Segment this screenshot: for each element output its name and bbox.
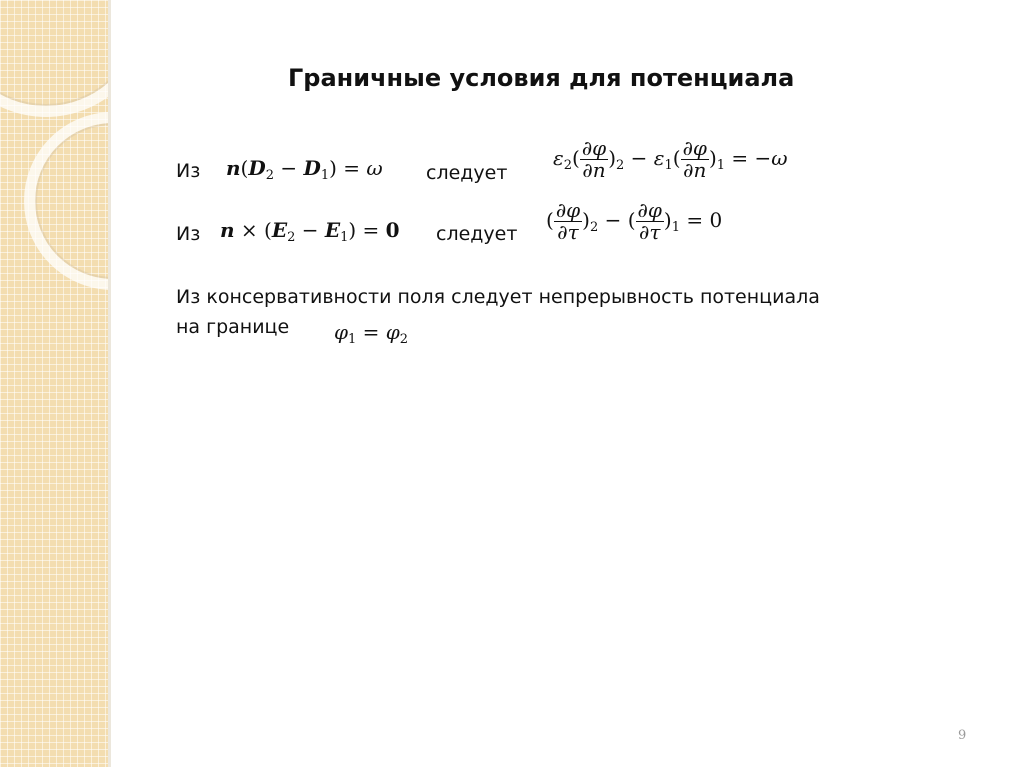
- page-number: 9: [958, 728, 967, 743]
- decorative-ring: [24, 112, 108, 290]
- formula-potential-derivative-jump: $\varepsilon_2$( $\frac{\partial\varphi}{\partial n}$ )$_2 - \varepsilon_1$( $\frac{\partial\varphi}{\partial n}$ )$_1 = -\omega$: [553, 136, 788, 182]
- row1-then-label: следует: [426, 162, 508, 184]
- decorative-ring: [0, 0, 108, 117]
- decorative-side-strip: [0, 0, 108, 767]
- conservativity-statement-line1: Из консервативности поля следует непрерывность потенциала: [176, 286, 820, 308]
- row1-from-label: Из: [176, 160, 201, 182]
- row2-from-label: Из: [176, 223, 201, 245]
- formula-tangential-derivative-continuity: ( $\frac{\partial\varphi}{\partial\tau}$ )$_2$ − ( $\frac{\partial\varphi}{\partial\tau}$ )$_1 = 0$: [546, 198, 723, 244]
- formula-normal-d-condition: $n(D_2 - D_1) = \omega$: [226, 156, 383, 183]
- row2-then-label: следует: [436, 223, 518, 245]
- side-strip-border: [108, 0, 111, 767]
- formula-tangential-e-condition: $n \times (E_2 - E_1) = 0$: [220, 218, 400, 245]
- slide-title: Граничные условия для потенциала: [288, 64, 795, 92]
- conservativity-statement-line2: на границе: [176, 316, 290, 338]
- formula-potential-continuity: $\varphi_1 = \varphi_2$: [334, 320, 409, 347]
